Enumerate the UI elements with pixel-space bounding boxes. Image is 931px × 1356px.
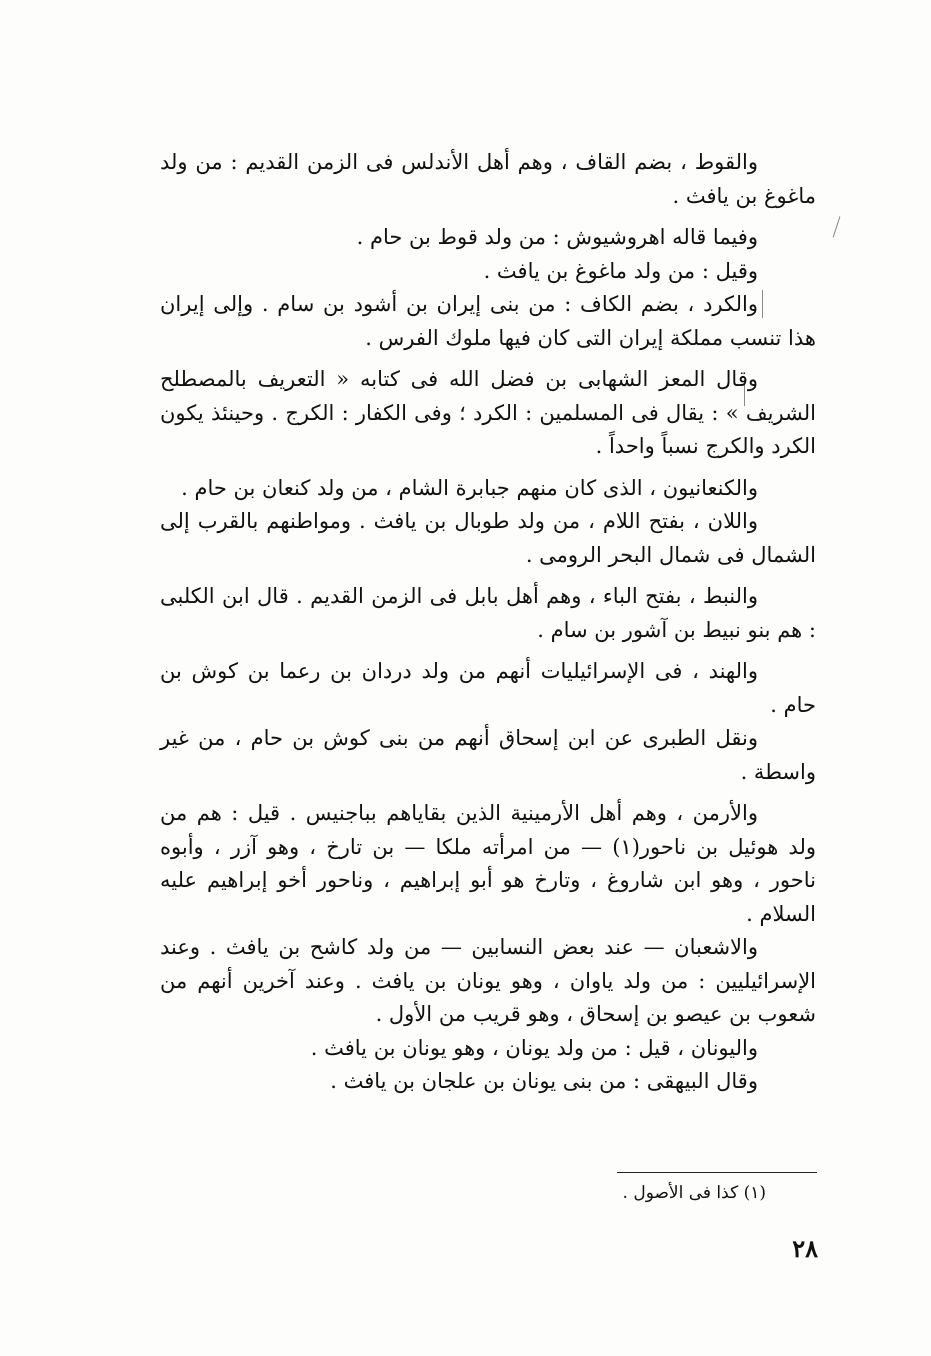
paragraph-canaanites: والكنعانيون ، الذى كان منهم جبابرة الشام ، من ولد كنعان بن حام . (181, 475, 758, 500)
main-text (160, 146, 816, 1099)
paragraph-ashban: والاشعبان — عند بعض النسابين — من ولد كاشح بن يافث . وعند الإسرائيليين : من ولد ياوان ، وهو يونان بن يافث . وعند آخرين أنهم من شعوب بن عيصو بن إسحاق ، وهو قريب من الأول . (160, 935, 816, 1026)
margin-pencil-mark (833, 216, 841, 237)
paragraph-nabataeans: والنبط ، بفتح الباء ، وهم أهل بابل فى الزمن القديم . قال ابن الكلبى : هم بنو نبيط بن آشور بن سام . (160, 584, 816, 642)
paragraph-indians: والهند ، فى الإسرائيليات أنهم من ولد دردان بن رعما بن كوش بن حام . (160, 659, 816, 717)
paragraph-goths: والقوط ، بضم القاف ، وهم أهل الأندلس فى الزمن القديم : من ولد ماغوغ بن يافث . (160, 150, 816, 208)
paragraph-indians-tabari: ونقل الطبرى عن ابن إسحاق أنهم من بنى كوش بن حام ، من غير واسطة . (160, 726, 816, 784)
page-number: ٢٨ (792, 1234, 818, 1263)
paragraph-goths-alt-2: وقيل : من ولد ماغوغ بن يافث . (483, 258, 758, 283)
paragraph-armenians: والأرمن ، وهم أهل الأرمينية الذين بقاياهم بباجنيس . قيل : هم من ولد هوئيل بن ناحور(١) — من امرأته ملكا — بن تارخ ، وهو آزر ، وأبوه ناحور ، وهو ابن شاروغ ، وتارخ هو أبو إبراهيم ، وناحور أخو إبراهيم عليه السلام . (160, 801, 816, 926)
paragraph-greeks-bayhaqi: وقال البيهقى : من بنى يونان بن علجان بن يافث . (330, 1069, 758, 1093)
paragraph-alans: واللان ، بفتح اللام ، من ولد طوبال بن يافث . ومواطنهم بالقرب إلى الشمال فى شمال البحر الرومى . (160, 509, 816, 567)
footnote: (١) كذا فى الأصول . (622, 1183, 766, 1203)
paragraph-kurds: والكرد ، بضم الكاف : من بنى إيران بن أشود بن سام . وإلى إيران هذا تنسب مملكة إيران التى كان فيها ملوك الفرس . (160, 292, 816, 350)
footnote-divider (617, 1172, 817, 1173)
paragraph-kurds-georgians: وقال المعز الشهابى بن فضل الله فى كتابه « التعريف بالمصطلح الشريف » : يقال فى المسلمين : الكرد ؛ وفى الكفار : الكرج . وحينئذ يكون الكرد والكرج نسباً واحداً . (160, 367, 816, 458)
paragraph-goths-alt-1: وفيما قاله اهروشيوش : من ولد قوط بن حام . (356, 225, 758, 249)
paragraph-greeks: واليونان ، قيل : من ولد يونان ، وهو يونان بن يافث . (310, 1035, 758, 1060)
